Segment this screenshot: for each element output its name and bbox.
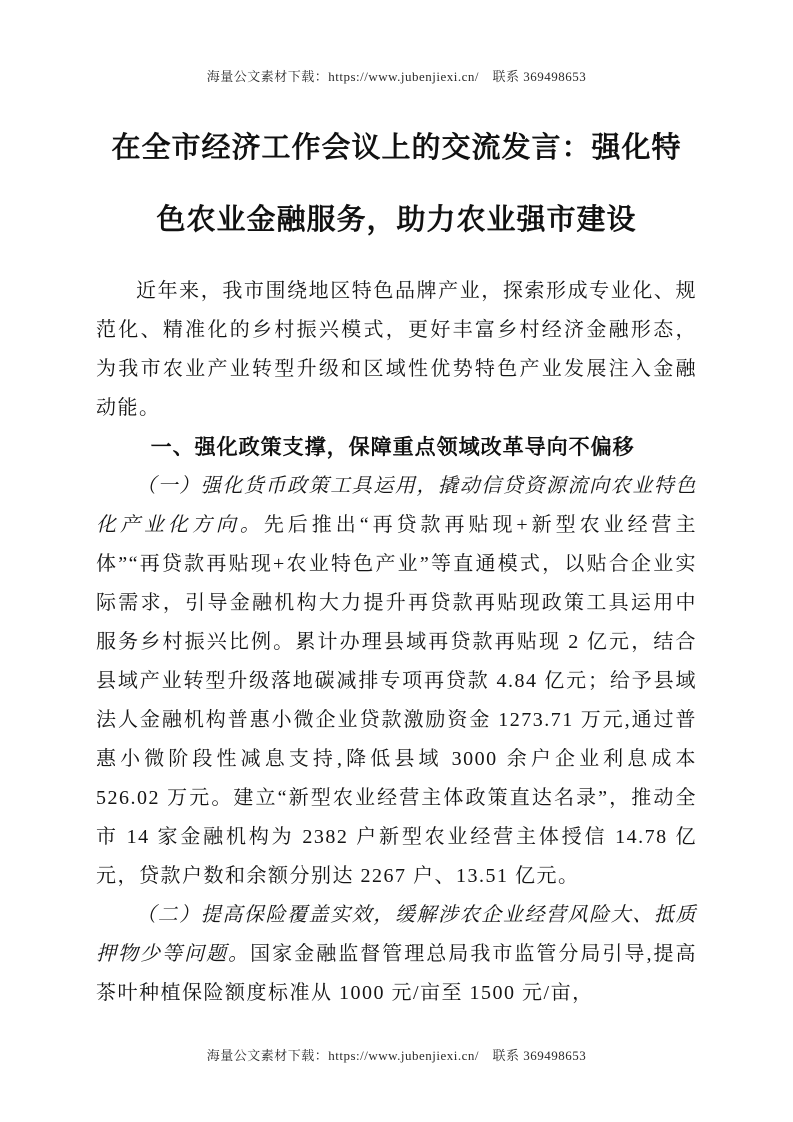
document-body xyxy=(96,272,697,1013)
footer-note: 海量公文素材下载：https://www.jubenjiexi.cn/ 联系 369498653 xyxy=(206,1048,587,1063)
title-line-2: 色农业金融服务，助力农业强市建设 xyxy=(156,204,637,236)
item-1-lead-sentence: （一）强化货币政策工具运用，撬动信贷资源流向农业特色化产业化方向。 xyxy=(96,475,697,536)
paragraph-item-1 xyxy=(96,467,697,896)
document-content xyxy=(96,112,697,1013)
header-note: 海量公文素材下载：https://www.jubenjiexi.cn/ 联系 369498653 xyxy=(206,69,587,84)
item-2-body-text: 国家金融监督管理总局我市监管分局引导,提高茶叶种植保险额度标准从 1000 元/亩至 1500 元/亩， xyxy=(96,943,698,1004)
title-line-1: 在全市经济工作会议上的交流发言：强化特 xyxy=(111,132,682,164)
item-1-body-text: 先后推出“再贷款再贴现+新型农业经营主体”“再贷款再贴现+农业特色产业”等直通模式，以贴合企业实际需求，引导金融机构大力提升再贷款再贴现政策工具运用中服务乡村振兴比例。累计办理县域再贷款再贴现 2 亿元，结合县域产业转型升级落地碳减排专项再贷款 4.84 亿元；给予县域法人金融机构普惠小微企业贷款激励资金 1273.71 万元,通过普惠小微阶段性减息支持,降低县域 3000 余户企业利息成本 526.02 万元。建立“新型农业经营主体政策直达名录”，推动全市 14 家金融机构为 2382 户新型农业经营主体授信 14.78 亿元，贷款户数和余额分别达 2267 户、13.51 亿元。 xyxy=(96,514,698,887)
section-heading-1: 一、强化政策支撑，保障重点领域改革导向不偏移 xyxy=(150,436,635,459)
paragraph-intro: 近年来，我市围绕地区特色品牌产业，探索形成专业化、规范化、精准化的乡村振兴模式，更好丰富乡村经济金融形态，为我市农业产业转型升级和区域性优势特色产业发展注入金融动能。 xyxy=(96,280,697,419)
item-2-lead-sentence: （二）提高保险覆盖实效，缓解涉农企业经营风险大、抵质押物少等问题。 xyxy=(96,904,697,965)
document-title xyxy=(96,112,697,256)
paragraph-item-2 xyxy=(96,896,697,1013)
